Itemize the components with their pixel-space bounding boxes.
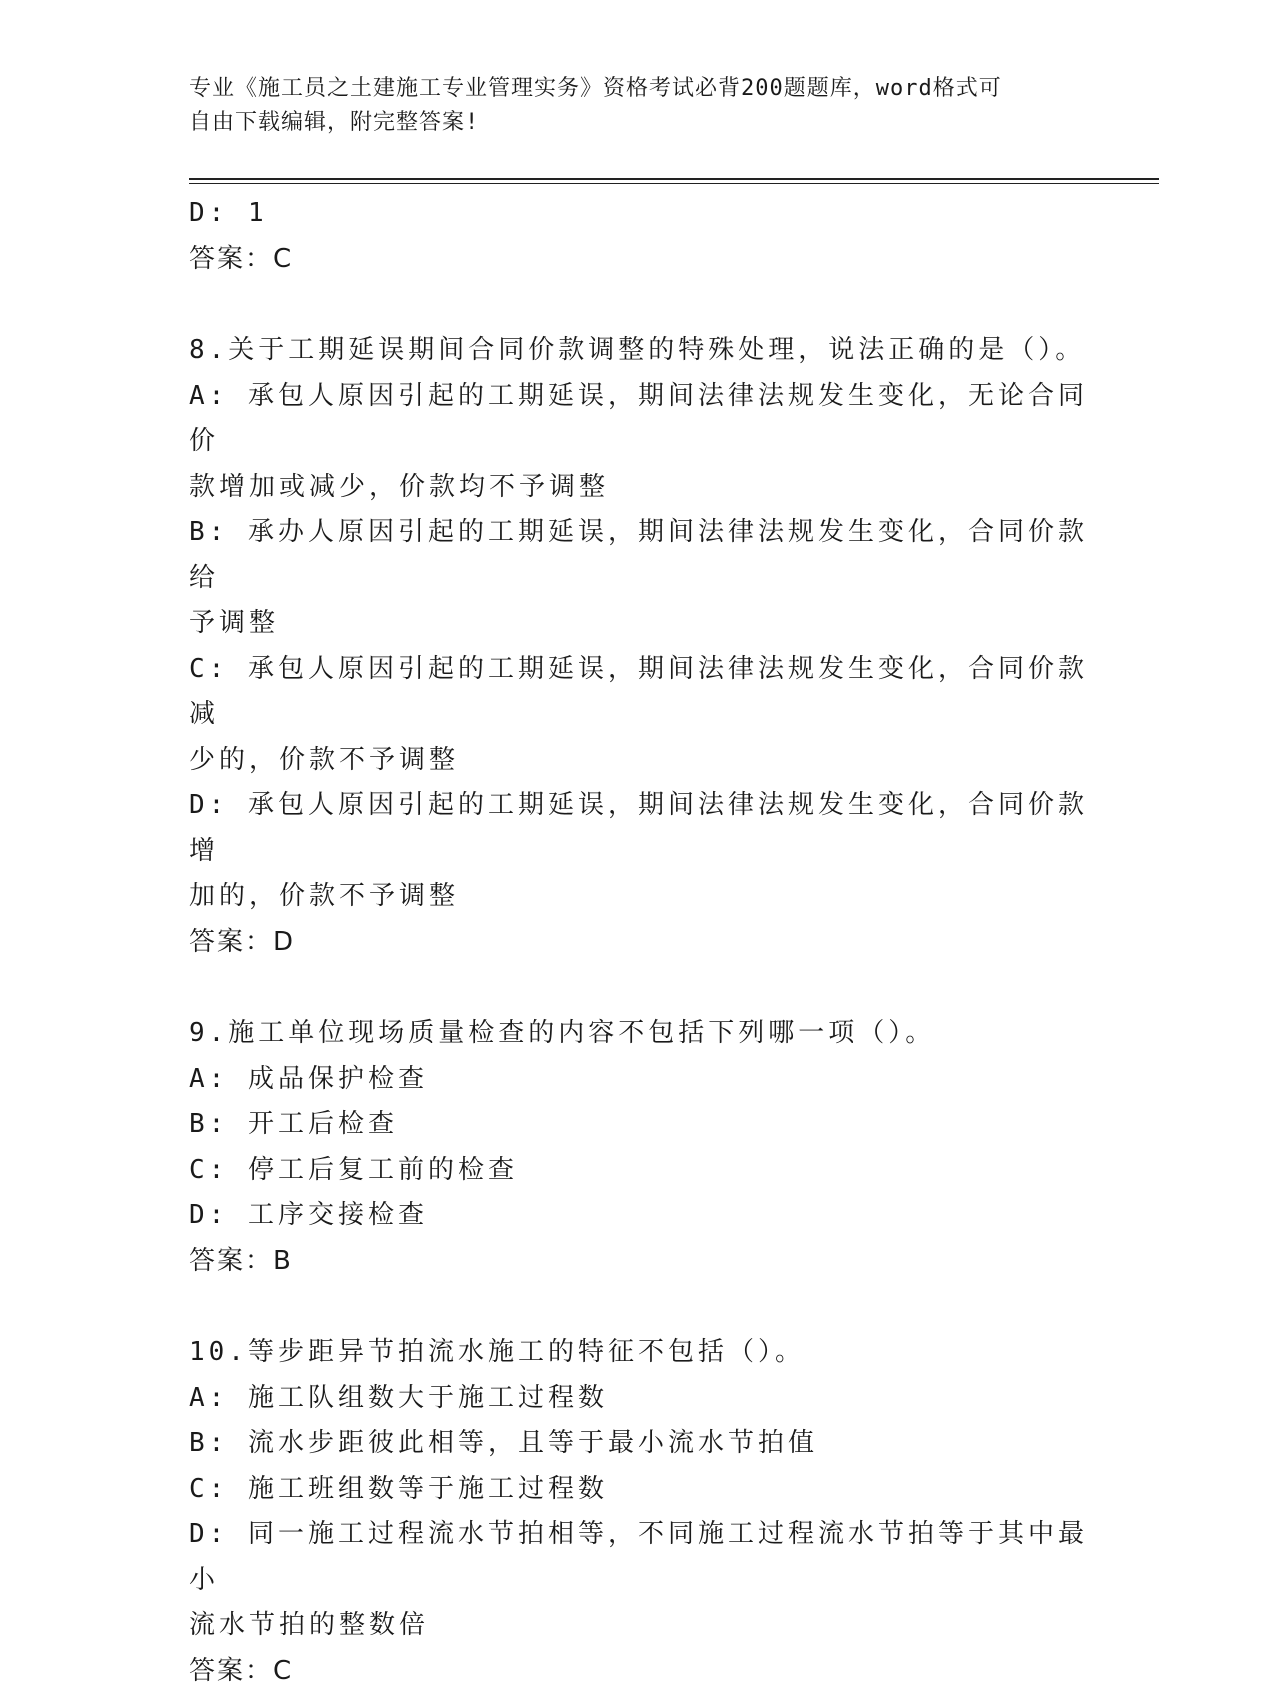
previous-question-tail — [189, 191, 1089, 282]
option-a: A: 成品保护检查 — [189, 1057, 1089, 1103]
option-d: D: 工序交接检查 — [189, 1193, 1089, 1239]
option-c: C: 停工后复工前的检查 — [189, 1148, 1089, 1194]
question-10 — [189, 1330, 1089, 1694]
header-divider-thick — [189, 178, 1159, 180]
document-body — [189, 191, 1089, 1694]
option-d: D: 承包人原因引起的工期延误，期间法律法规发生变化，合同价款增 — [189, 783, 1089, 874]
document-header — [189, 72, 1089, 140]
answer-line: 答案：D — [189, 920, 1089, 966]
option-a: A: 施工队组数大于施工过程数 — [189, 1376, 1089, 1422]
answer-line: 答案：C — [189, 1649, 1089, 1694]
option-d-continued: 加的，价款不予调整 — [189, 874, 1089, 920]
spacer — [189, 282, 1089, 328]
header-line-2: 自由下载编辑，附完整答案! — [189, 106, 1089, 140]
option-a-continued: 款增加或减少，价款均不予调整 — [189, 465, 1089, 511]
option-b: B: 流水步距彼此相等，且等于最小流水节拍值 — [189, 1421, 1089, 1467]
spacer — [189, 1284, 1089, 1330]
option-b: B: 承办人原因引起的工期延误，期间法律法规发生变化，合同价款给 — [189, 510, 1089, 601]
answer-line: 答案：B — [189, 1239, 1089, 1285]
option-c: C: 承包人原因引起的工期延误，期间法律法规发生变化，合同价款减 — [189, 647, 1089, 738]
spacer — [189, 965, 1089, 1011]
option-c-continued: 少的，价款不予调整 — [189, 738, 1089, 784]
answer-line: 答案：C — [189, 237, 1089, 283]
option-d: D: 同一施工过程流水节拍相等，不同施工过程流水节拍等于其中最小 — [189, 1512, 1089, 1603]
question-8 — [189, 328, 1089, 965]
question-stem: 10.等步距异节拍流水施工的特征不包括（）。 — [189, 1330, 1089, 1376]
option-b-continued: 予调整 — [189, 601, 1089, 647]
header-line-1: 专业《施工员之土建施工专业管理实务》资格考试必背200题题库，word格式可 — [189, 72, 1089, 106]
question-stem: 9.施工单位现场质量检查的内容不包括下列哪一项（）。 — [189, 1011, 1089, 1057]
option-d: D: 1 — [189, 191, 1089, 237]
option-a: A: 承包人原因引起的工期延误，期间法律法规发生变化，无论合同价 — [189, 374, 1089, 465]
option-d-continued: 流水节拍的整数倍 — [189, 1603, 1089, 1649]
question-9 — [189, 1011, 1089, 1284]
option-c: C: 施工班组数等于施工过程数 — [189, 1467, 1089, 1513]
option-b: B: 开工后检查 — [189, 1102, 1089, 1148]
header-divider-thin — [189, 183, 1159, 184]
question-stem: 8.关于工期延误期间合同价款调整的特殊处理，说法正确的是（）。 — [189, 328, 1089, 374]
